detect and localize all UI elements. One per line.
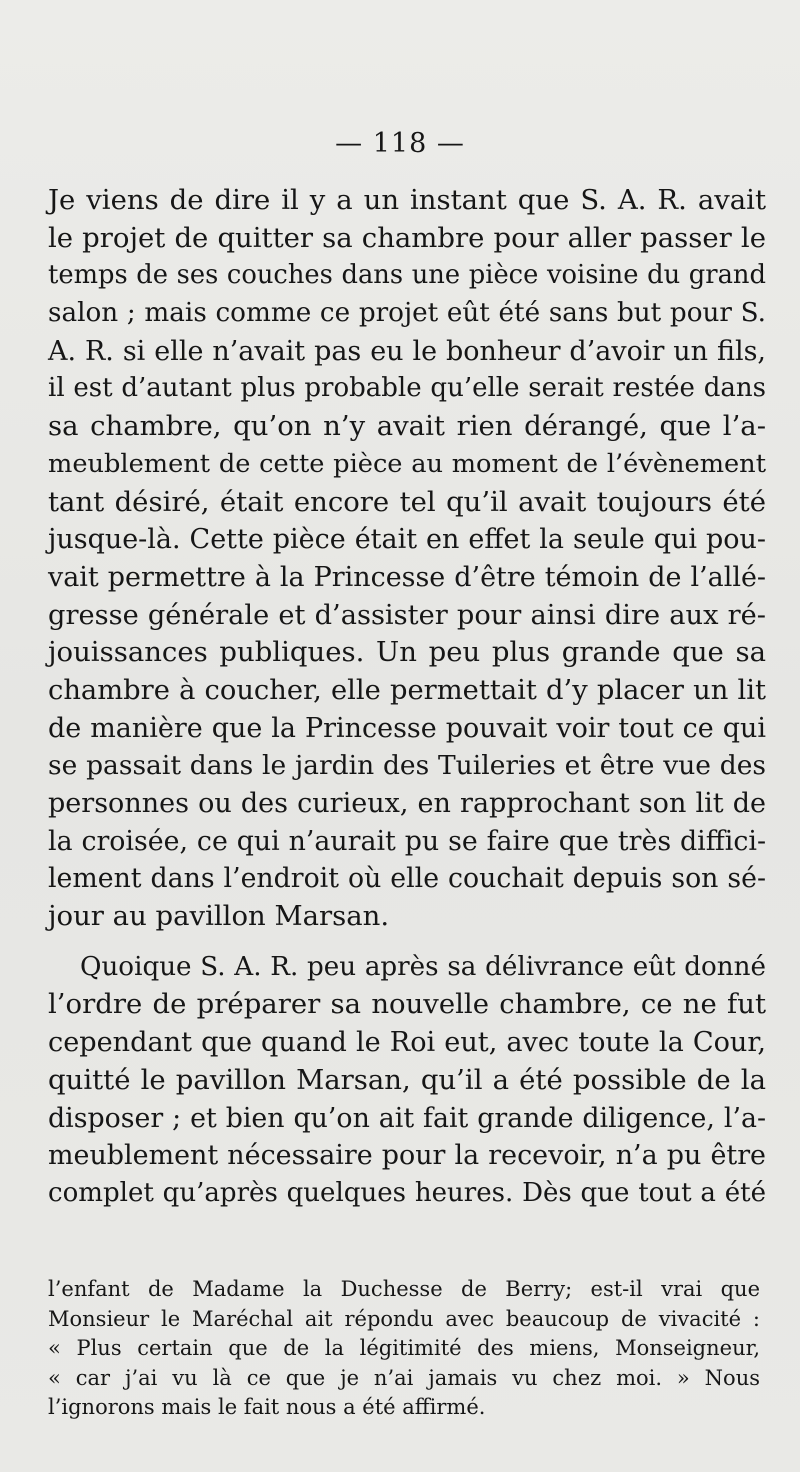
paragraph-gap [48,936,766,949]
text-line: le projet de quitter sa chambre pour aller passer le [48,221,766,254]
text-line: l’ordre de préparer sa nouvelle chambre, ce ne fut [48,988,766,1021]
text-line: quitté le pavillon Marsan, qu’il a été possible de la [48,1063,766,1096]
text-line: jusque-là. Cette pièce était en effet la seule qui pou- [48,524,766,556]
text-line: jour au pavillon Marsan. [48,900,390,933]
footnote-line: « Plus certain que de la légitimité des miens, Monseigneur, [48,1336,760,1360]
page-number: — 118 — [335,128,465,159]
text-line: vait permettre à la Princesse d’être témoin de l’allé- [48,561,766,593]
text-line: Je viens de dire il y a un instant que S. A. R. avait [48,184,766,216]
paragraph [48,949,766,1213]
text-line: tant désiré, était encore tel qu’il avait toujours été [48,485,766,518]
text-line: disposer ; et bien qu’on ait fait grande diligence, l’a- [48,1102,766,1134]
text-line: meublement nécessaire pour la recevoir, n’a pu être [48,1140,766,1172]
text-line: gresse générale et d’assister pour ainsi dire aux ré- [48,599,766,631]
footnote-line: l’enfant de Madame la Duchesse de Berry; est-il vrai que [48,1277,760,1301]
text-line: lement dans l’endroit où elle couchait depuis son sé- [48,863,766,895]
footnote-line: Monsieur le Maréchal ait répondu avec beaucoup de vivacité : [48,1306,760,1331]
text-line: cependant que quand le Roi eut, avec toute la Cour, [48,1027,766,1059]
main-text [48,182,766,1213]
text-line: sa chambre, qu’on n’y avait rien dérangé, que l’a- [48,410,766,443]
footnote-line: « car j’ai vu là ce que je n’ai jamais vu chez moi. » Nous [48,1365,760,1390]
text-line: salon ; mais comme ce projet eût été sans but pour S. [48,298,766,329]
footnote-line: l’ignorons mais le fait nous a été affirmé. [48,1395,486,1419]
text-line: complet qu’après quelques heures. Dès que tout a été [48,1177,766,1208]
text-line: de manière que la Princesse pouvait voir tout ce qui [48,712,766,744]
text-line: Quoique S. A. R. peu après sa délivrance eût donné [80,951,766,982]
text-line: chambre à coucher, elle permettait d’y placer un lit [48,674,766,706]
text-line: jouissances publiques. Un peu plus grande que sa [48,636,766,669]
text-line: temps de ses couches dans une pièce voisine du grand [48,260,766,291]
text-line: meublement de cette pièce au moment de l’évènement [48,448,766,479]
text-line: se passait dans le jardin des Tuileries et être vue des [48,750,766,782]
text-line: A. R. si elle n’avait pas eu le bonheur d’avoir un fils, [48,335,766,367]
paragraph [48,182,766,936]
text-line: la croisée, ce qui n’aurait pu se faire que très diffici- [48,825,766,857]
text-line: personnes ou des curieux, en rapprochant son lit de [48,788,766,819]
text-line: il est d’autant plus probable qu’elle serait restée dans [48,373,766,404]
footnote [48,1275,760,1423]
